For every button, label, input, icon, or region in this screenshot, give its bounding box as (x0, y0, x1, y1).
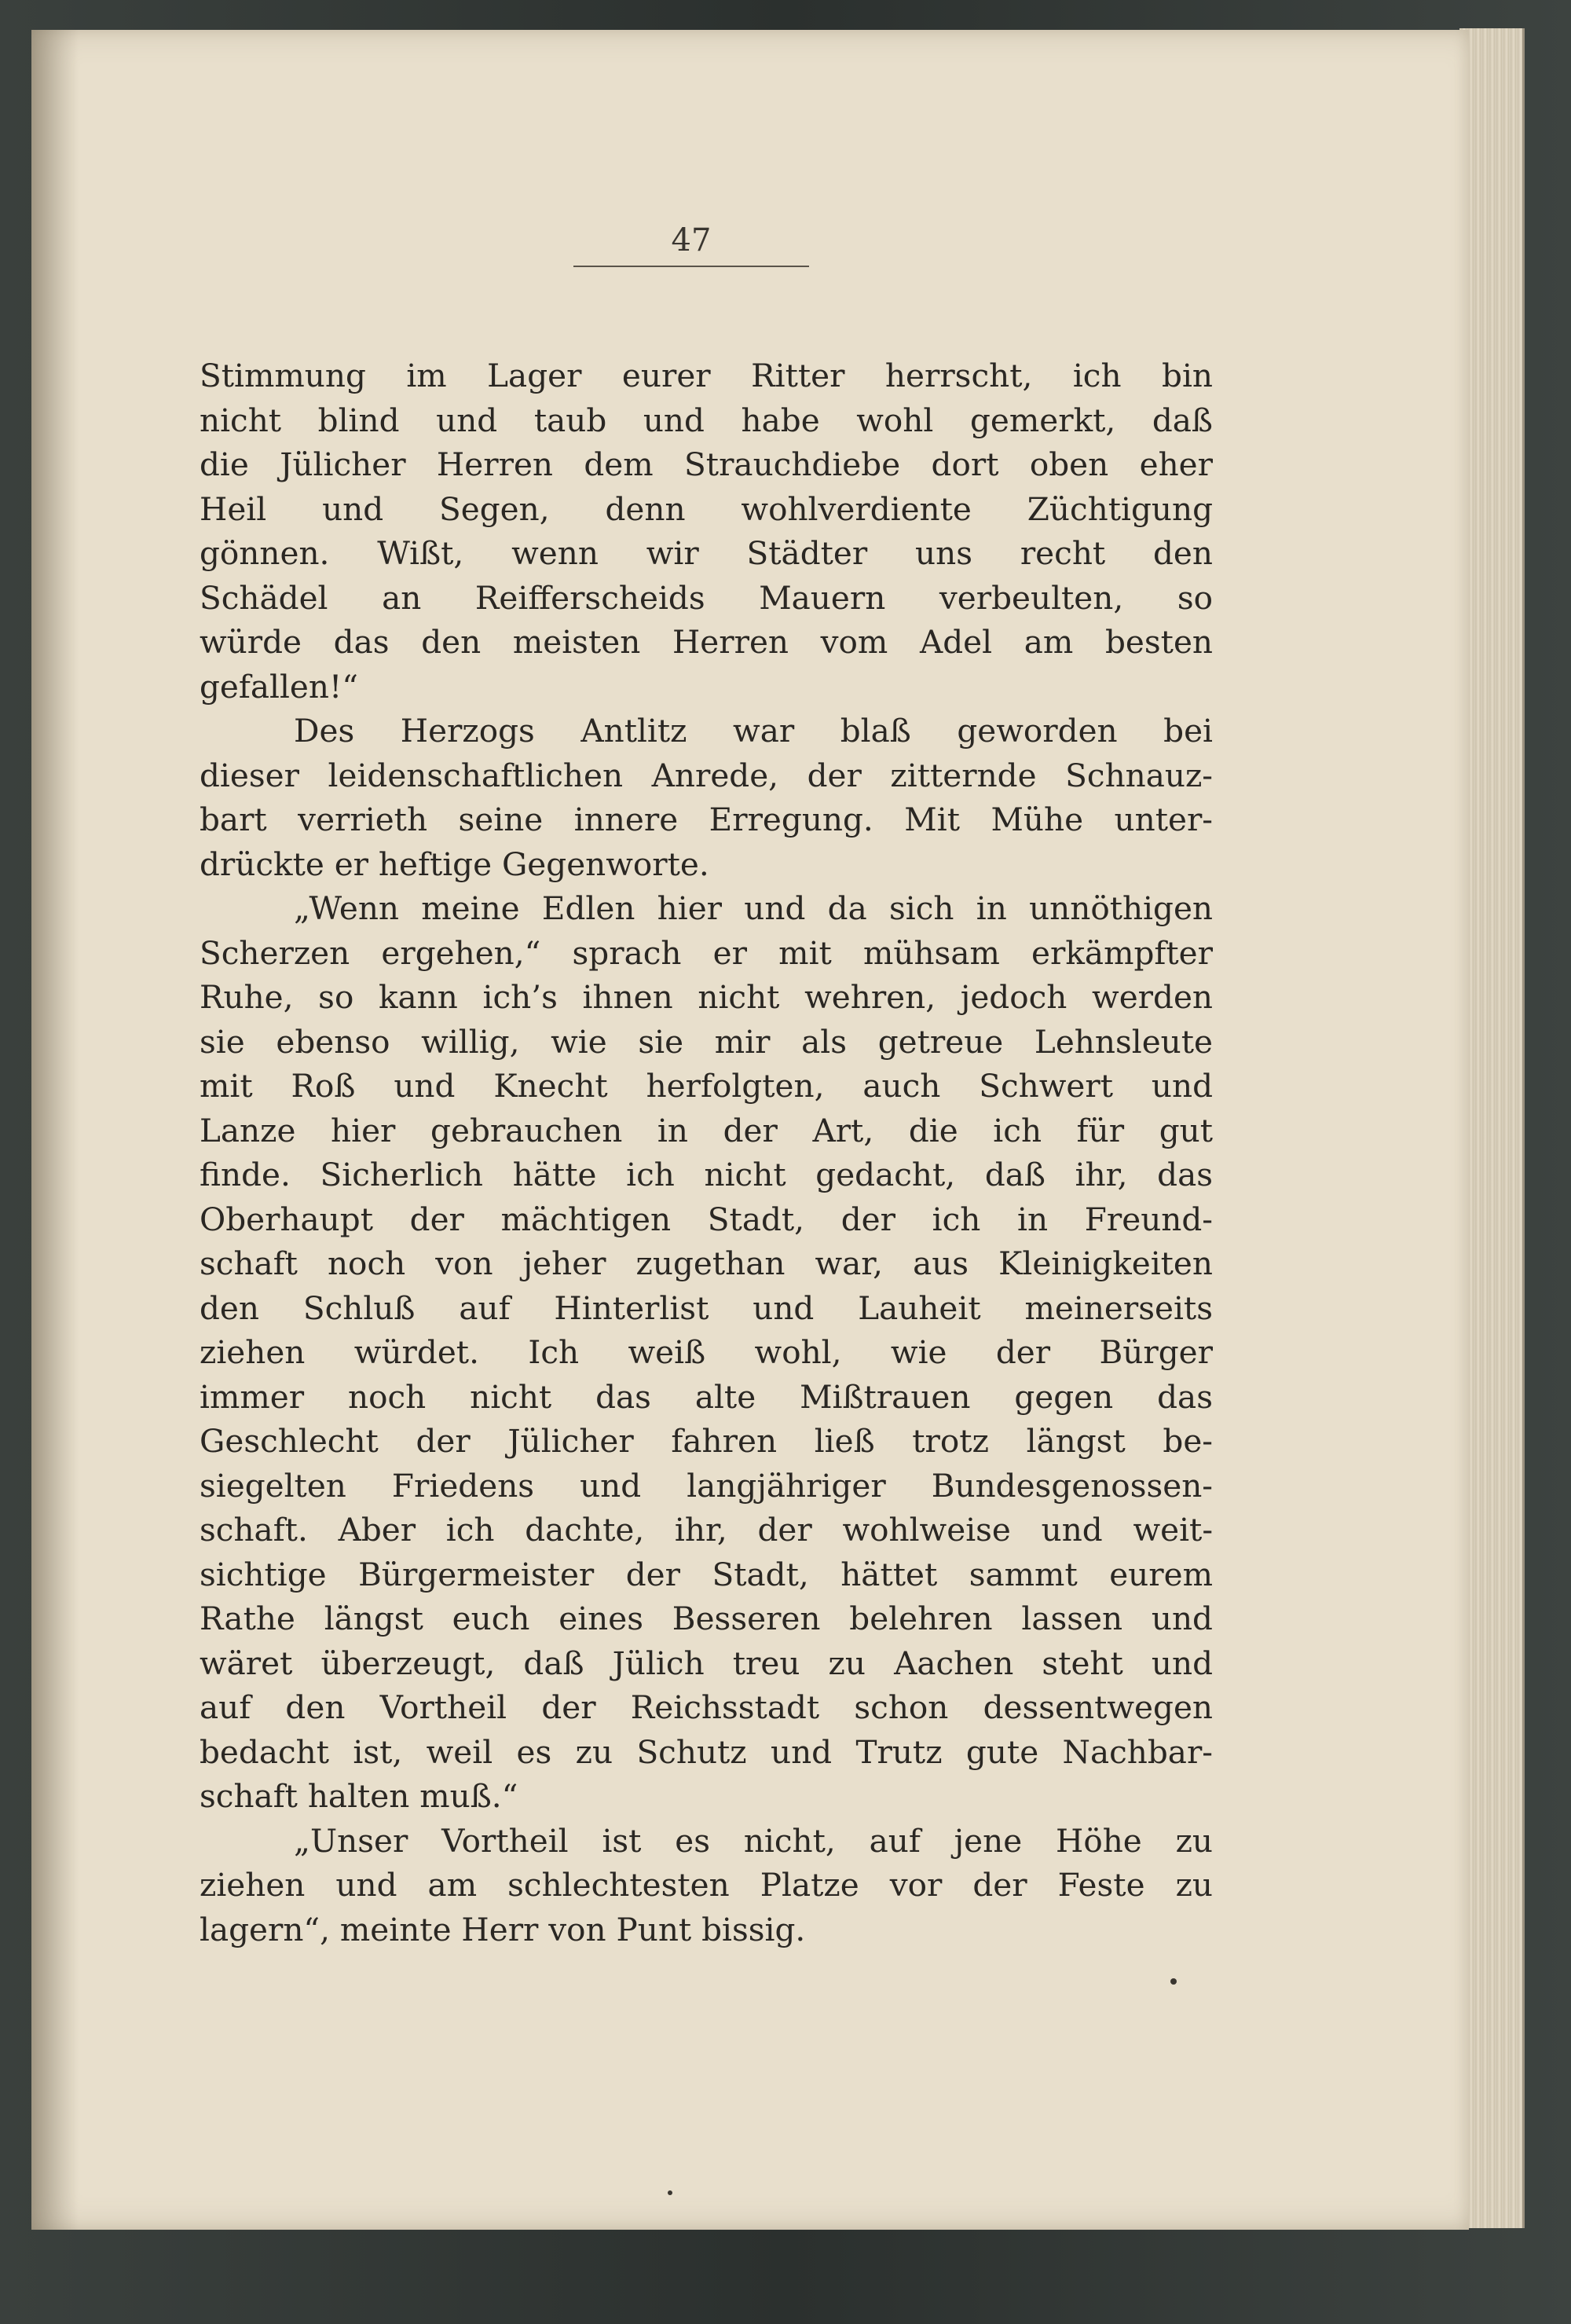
page-edges (1459, 28, 1525, 2228)
text-line: gefallen!“ (200, 667, 358, 706)
header-rule (573, 266, 809, 267)
text-line: mit Roß und Knecht herfolgten, auch Schwert und (200, 1067, 1213, 1105)
ink-speck (1170, 1978, 1177, 1985)
text-line: „Wenn meine Edlen hier und da sich in unnöthigen (294, 889, 1213, 927)
text-line: würde das den meisten Herren vom Adel am besten (200, 623, 1213, 661)
text-line: Geschlecht der Jülicher fahren ließ trotz längst be- (200, 1422, 1213, 1460)
body-text (200, 354, 1213, 1952)
text-line: drückte er heftige Gegenworte. (200, 845, 709, 883)
text-line: den Schluß auf Hinterlist und Lauheit meinerseits (200, 1288, 1213, 1327)
text-line: Lanze hier gebrauchen in der Art, die ich für gut (200, 1111, 1213, 1149)
text-line: nicht blind und taub und habe wohl gemerkt, daß (200, 401, 1213, 439)
text-line: sie ebenso willig, wie sie mir als getreue Lehnsleute (200, 1022, 1213, 1061)
text-line: gönnen. Wißt, wenn wir Städter uns recht den (200, 534, 1213, 572)
text-line: schaft. Aber ich dachte, ihr, der wohlweise und weit- (200, 1511, 1213, 1549)
text-line: Des Herzogs Antlitz war blaß geworden bei (294, 712, 1213, 750)
text-line: finde. Sicherlich hätte ich nicht gedacht, daß ihr, das (200, 1156, 1213, 1193)
text-line: Heil und Segen, denn wohlverdiente Züchtigung (200, 489, 1213, 528)
text-line: Rathe längst euch eines Besseren belehren lassen und (200, 1600, 1213, 1637)
gutter-shadow (31, 30, 79, 2230)
text-line: wäret überzeugt, daß Jülich treu zu Aachen steht und (200, 1644, 1213, 1682)
text-line: Stimmung im Lager eurer Ritter herrscht, ich bin (200, 357, 1213, 394)
text-line: ziehen und am schlechtesten Platze vor der Feste zu (200, 1866, 1213, 1904)
text-line: bart verrieth seine innere Erregung. Mit Mühe unter- (200, 801, 1213, 838)
ink-speck (668, 2190, 672, 2195)
text-line: immer noch nicht das alte Mißtrauen gegen das (200, 1377, 1213, 1416)
text-line: schaft noch von jeher zugethan war, aus Kleinigkeiten (200, 1244, 1213, 1282)
text-line: sichtige Bürgermeister der Stadt, hättet sammt eurem (200, 1555, 1213, 1593)
text-line: „Unser Vortheil ist es nicht, auf jene Höhe zu (294, 1821, 1213, 1860)
text-line: lagern“, meinte Herr von Punt bissig. (200, 1910, 806, 1948)
page-number: 47 (671, 222, 712, 258)
text-line: Scherzen ergehen,“ sprach er mit mühsam erkämpfter (200, 933, 1213, 972)
text-line: Ruhe, so kann ich’s ihnen nicht wehren, jedoch werden (200, 978, 1213, 1016)
text-line: Oberhaupt der mächtigen Stadt, der ich in Freund- (200, 1200, 1213, 1238)
book-page (31, 30, 1469, 2230)
text-line: ziehen würdet. Ich weiß wohl, wie der Bürger (200, 1333, 1213, 1371)
text-line: schaft halten muß.“ (200, 1777, 518, 1815)
text-line: auf den Vortheil der Reichsstadt schon dessentwegen (200, 1688, 1213, 1726)
text-line: siegelten Friedens und langjähriger Bundesgenossen- (200, 1466, 1213, 1505)
text-line: die Jülicher Herren dem Strauchdiebe dort oben eher (200, 445, 1213, 483)
text-line: bedacht ist, weil es zu Schutz und Trutz gute Nachbar- (200, 1732, 1213, 1771)
text-line: dieser leidenschaftlichen Anrede, der zitternde Schnauz- (200, 756, 1213, 794)
text-line: Schädel an Reifferscheids Mauern verbeulten, so (200, 578, 1213, 617)
